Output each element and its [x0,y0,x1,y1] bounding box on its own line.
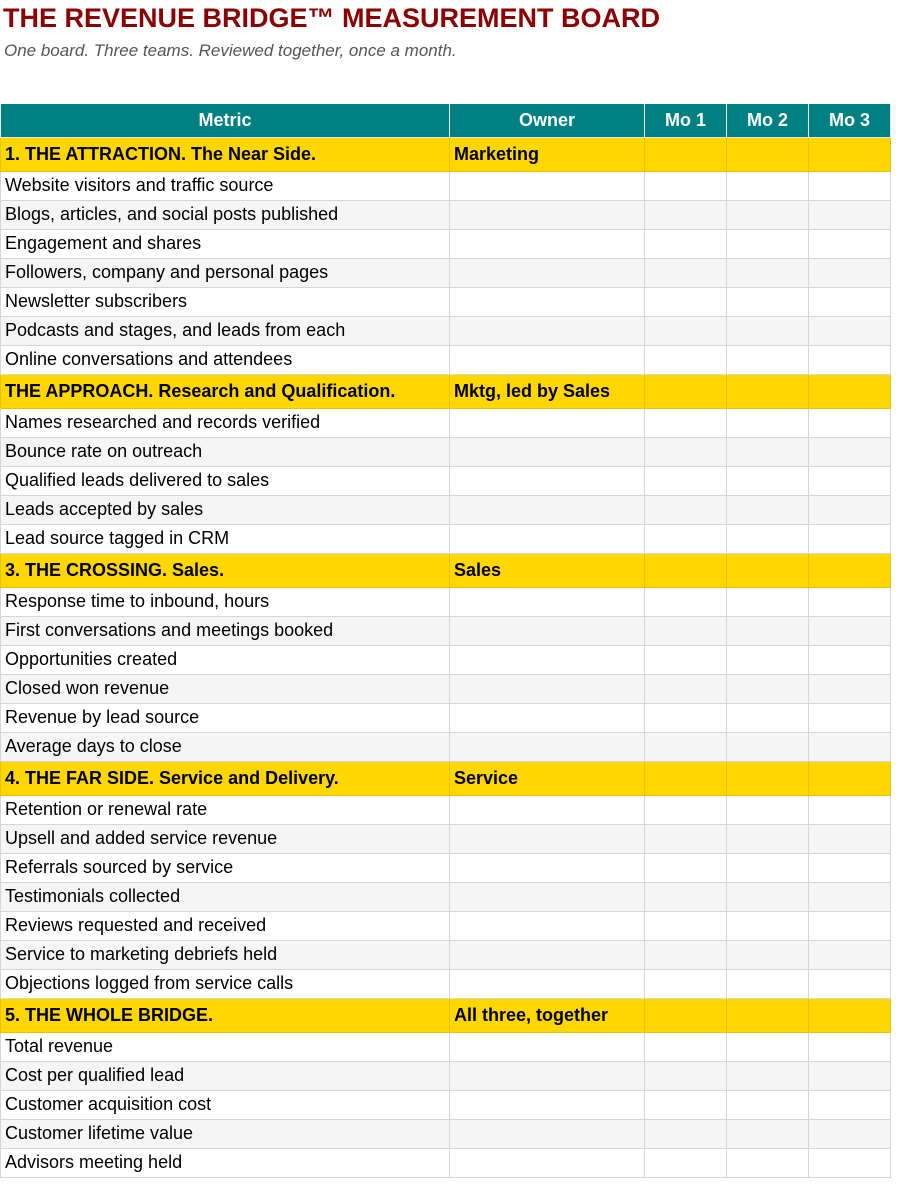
metric-label: Newsletter subscribers [1,287,450,316]
metric-label: Reviews requested and received [1,911,450,940]
section-owner: Service [450,761,645,795]
mo-2-cell[interactable] [727,1119,809,1148]
mo-1-cell[interactable] [645,524,727,553]
mo-1-cell[interactable] [645,969,727,998]
mo-3-cell[interactable] [809,587,891,616]
table-row [1,345,891,374]
mo-2-cell[interactable] [727,940,809,969]
page-subtitle: One board. Three teams. Reviewed together, once a month. [4,41,457,60]
mo-2-cell[interactable] [727,587,809,616]
metric-label: Testimonials collected [1,882,450,911]
mo-3-cell[interactable] [809,200,891,229]
mo-3-cell[interactable] [809,853,891,882]
metric-label: Objections logged from service calls [1,969,450,998]
section-mo-3 [809,553,891,587]
mo-3-cell[interactable] [809,645,891,674]
mo-2-cell[interactable] [727,229,809,258]
table-row [1,1061,891,1090]
section-title: 5. THE WHOLE BRIDGE. [1,998,450,1032]
mo-2-cell[interactable] [727,795,809,824]
metric-label: Website visitors and traffic source [1,171,450,200]
page-title: THE REVENUE BRIDGE™ MEASUREMENT BOARD [3,3,661,33]
mo-3-cell[interactable] [809,229,891,258]
mo-3-cell[interactable] [809,703,891,732]
mo-2-cell[interactable] [727,316,809,345]
metric-label: First conversations and meetings booked [1,616,450,645]
mo-3-cell[interactable] [809,495,891,524]
table-row [1,911,891,940]
mo-3-cell[interactable] [809,171,891,200]
table-row [1,287,891,316]
metric-label: Referrals sourced by service [1,853,450,882]
section-mo-3 [809,374,891,408]
mo-3-cell[interactable] [809,616,891,645]
mo-3-cell[interactable] [809,824,891,853]
mo-1-cell[interactable] [645,882,727,911]
mo-3-cell[interactable] [809,882,891,911]
section-mo-3 [809,998,891,1032]
metric-label: Engagement and shares [1,229,450,258]
mo-1-cell[interactable] [645,853,727,882]
mo-1-cell[interactable] [645,645,727,674]
section-title: 1. THE ATTRACTION. The Near Side. [1,137,450,171]
mo-2-cell[interactable] [727,408,809,437]
table-row [1,1032,891,1061]
mo-1-cell[interactable] [645,316,727,345]
section-row [1,553,891,587]
mo-3-cell[interactable] [809,795,891,824]
mo-2-cell[interactable] [727,732,809,761]
section-row [1,137,891,171]
mo-3-cell[interactable] [809,1032,891,1061]
mo-2-cell[interactable] [727,200,809,229]
header-mo-2: Mo 2 [727,104,809,137]
table-row [1,732,891,761]
mo-3-cell[interactable] [809,1090,891,1119]
mo-3-cell[interactable] [809,1061,891,1090]
mo-2-cell[interactable] [727,287,809,316]
mo-1-cell[interactable] [645,703,727,732]
owner-cell[interactable] [450,200,645,229]
table-row [1,408,891,437]
table-row [1,703,891,732]
metric-label: Advisors meeting held [1,1148,450,1177]
mo-1-cell[interactable] [645,674,727,703]
metric-label: Online conversations and attendees [1,345,450,374]
mo-2-cell[interactable] [727,466,809,495]
metric-label: Blogs, articles, and social posts published [1,200,450,229]
mo-1-cell[interactable] [645,911,727,940]
mo-1-cell[interactable] [645,200,727,229]
mo-1-cell[interactable] [645,587,727,616]
mo-1-cell[interactable] [645,229,727,258]
table-row [1,645,891,674]
owner-cell[interactable] [450,1032,645,1061]
header-mo-3: Mo 3 [809,104,891,137]
section-mo-2 [727,374,809,408]
owner-cell[interactable] [450,703,645,732]
owner-cell[interactable] [450,524,645,553]
mo-2-cell[interactable] [727,524,809,553]
table-row [1,495,891,524]
section-mo-3 [809,137,891,171]
table-row [1,1090,891,1119]
table-row [1,171,891,200]
owner-cell[interactable] [450,316,645,345]
table-row [1,674,891,703]
measurement-table [0,104,891,1178]
mo-1-cell[interactable] [645,1090,727,1119]
mo-2-cell[interactable] [727,674,809,703]
mo-3-cell[interactable] [809,316,891,345]
mo-1-cell[interactable] [645,1119,727,1148]
mo-1-cell[interactable] [645,1061,727,1090]
section-owner: Mktg, led by Sales [450,374,645,408]
mo-1-cell[interactable] [645,940,727,969]
mo-3-cell[interactable] [809,287,891,316]
owner-cell[interactable] [450,171,645,200]
table-row [1,229,891,258]
owner-cell[interactable] [450,229,645,258]
mo-1-cell[interactable] [645,345,727,374]
mo-3-cell[interactable] [809,437,891,466]
mo-3-cell[interactable] [809,466,891,495]
mo-2-cell[interactable] [727,645,809,674]
table-row [1,437,891,466]
mo-1-cell[interactable] [645,616,727,645]
mo-3-cell[interactable] [809,732,891,761]
section-mo-1 [645,374,727,408]
mo-3-cell[interactable] [809,258,891,287]
table-row [1,1119,891,1148]
mo-3-cell[interactable] [809,969,891,998]
mo-1-cell[interactable] [645,171,727,200]
mo-1-cell[interactable] [645,1148,727,1177]
mo-2-cell[interactable] [727,495,809,524]
table-row [1,824,891,853]
metric-label: Names researched and records verified [1,408,450,437]
mo-1-cell[interactable] [645,466,727,495]
mo-2-cell[interactable] [727,1090,809,1119]
mo-2-cell[interactable] [727,882,809,911]
table-row [1,969,891,998]
metric-label: Service to marketing debriefs held [1,940,450,969]
owner-cell[interactable] [450,674,645,703]
section-title: 4. THE FAR SIDE. Service and Delivery. [1,761,450,795]
section-mo-1 [645,137,727,171]
owner-cell[interactable] [450,882,645,911]
mo-2-cell[interactable] [727,853,809,882]
section-mo-1 [645,553,727,587]
header-metric: Metric [1,104,450,137]
mo-3-cell[interactable] [809,1119,891,1148]
table-row [1,524,891,553]
metric-label: Leads accepted by sales [1,495,450,524]
table-row [1,200,891,229]
mo-2-cell[interactable] [727,703,809,732]
header-mo-1: Mo 1 [645,104,727,137]
owner-cell[interactable] [450,258,645,287]
owner-cell[interactable] [450,616,645,645]
table-body [1,137,891,1177]
mo-2-cell[interactable] [727,345,809,374]
table-row [1,882,891,911]
owner-cell[interactable] [450,1119,645,1148]
mo-2-cell[interactable] [727,1061,809,1090]
owner-cell[interactable] [450,853,645,882]
section-mo-2 [727,137,809,171]
owner-cell[interactable] [450,645,645,674]
section-owner: Marketing [450,137,645,171]
mo-1-cell[interactable] [645,732,727,761]
metric-label: Podcasts and stages, and leads from each [1,316,450,345]
metric-label: Upsell and added service revenue [1,824,450,853]
mo-1-cell[interactable] [645,795,727,824]
table-row [1,1148,891,1177]
mo-3-cell[interactable] [809,940,891,969]
table-row [1,616,891,645]
metric-label: Total revenue [1,1032,450,1061]
metric-label: Followers, company and personal pages [1,258,450,287]
owner-cell[interactable] [450,1090,645,1119]
owner-cell[interactable] [450,587,645,616]
owner-cell[interactable] [450,495,645,524]
section-mo-1 [645,761,727,795]
owner-cell[interactable] [450,437,645,466]
mo-2-cell[interactable] [727,1148,809,1177]
mo-2-cell[interactable] [727,911,809,940]
mo-2-cell[interactable] [727,258,809,287]
mo-1-cell[interactable] [645,1032,727,1061]
owner-cell[interactable] [450,969,645,998]
mo-2-cell[interactable] [727,171,809,200]
mo-3-cell[interactable] [809,408,891,437]
section-row [1,998,891,1032]
section-mo-2 [727,761,809,795]
metric-label: Retention or renewal rate [1,795,450,824]
table-header-row [1,104,891,137]
table-row [1,466,891,495]
owner-cell[interactable] [450,287,645,316]
metric-label: Opportunities created [1,645,450,674]
metric-label: Bounce rate on outreach [1,437,450,466]
mo-2-cell[interactable] [727,969,809,998]
mo-1-cell[interactable] [645,287,727,316]
mo-1-cell[interactable] [645,824,727,853]
mo-1-cell[interactable] [645,258,727,287]
owner-cell[interactable] [450,940,645,969]
table-row [1,587,891,616]
metric-label: Closed won revenue [1,674,450,703]
mo-3-cell[interactable] [809,345,891,374]
mo-1-cell[interactable] [645,495,727,524]
mo-2-cell[interactable] [727,1032,809,1061]
owner-cell[interactable] [450,1148,645,1177]
owner-cell[interactable] [450,466,645,495]
section-owner: Sales [450,553,645,587]
mo-3-cell[interactable] [809,524,891,553]
owner-cell[interactable] [450,1061,645,1090]
section-owner: All three, together [450,998,645,1032]
metric-label: Qualified leads delivered to sales [1,466,450,495]
header-owner: Owner [450,104,645,137]
mo-3-cell[interactable] [809,911,891,940]
metric-label: Lead source tagged in CRM [1,524,450,553]
mo-3-cell[interactable] [809,1148,891,1177]
mo-2-cell[interactable] [727,824,809,853]
section-title: 3. THE CROSSING. Sales. [1,553,450,587]
table-row [1,795,891,824]
owner-cell[interactable] [450,911,645,940]
metric-label: Cost per qualified lead [1,1061,450,1090]
owner-cell[interactable] [450,408,645,437]
mo-2-cell[interactable] [727,437,809,466]
mo-1-cell[interactable] [645,408,727,437]
mo-1-cell[interactable] [645,437,727,466]
table-row [1,258,891,287]
section-row [1,374,891,408]
section-row [1,761,891,795]
section-mo-1 [645,998,727,1032]
section-mo-2 [727,998,809,1032]
owner-cell[interactable] [450,824,645,853]
section-title: THE APPROACH. Research and Qualification. [1,374,450,408]
mo-2-cell[interactable] [727,616,809,645]
table-row [1,940,891,969]
metric-label: Customer acquisition cost [1,1090,450,1119]
table-row [1,316,891,345]
owner-cell[interactable] [450,345,645,374]
mo-3-cell[interactable] [809,674,891,703]
metric-label: Customer lifetime value [1,1119,450,1148]
owner-cell[interactable] [450,732,645,761]
section-mo-3 [809,761,891,795]
metric-label: Average days to close [1,732,450,761]
owner-cell[interactable] [450,795,645,824]
metric-label: Revenue by lead source [1,703,450,732]
section-mo-2 [727,553,809,587]
metric-label: Response time to inbound, hours [1,587,450,616]
table-row [1,853,891,882]
